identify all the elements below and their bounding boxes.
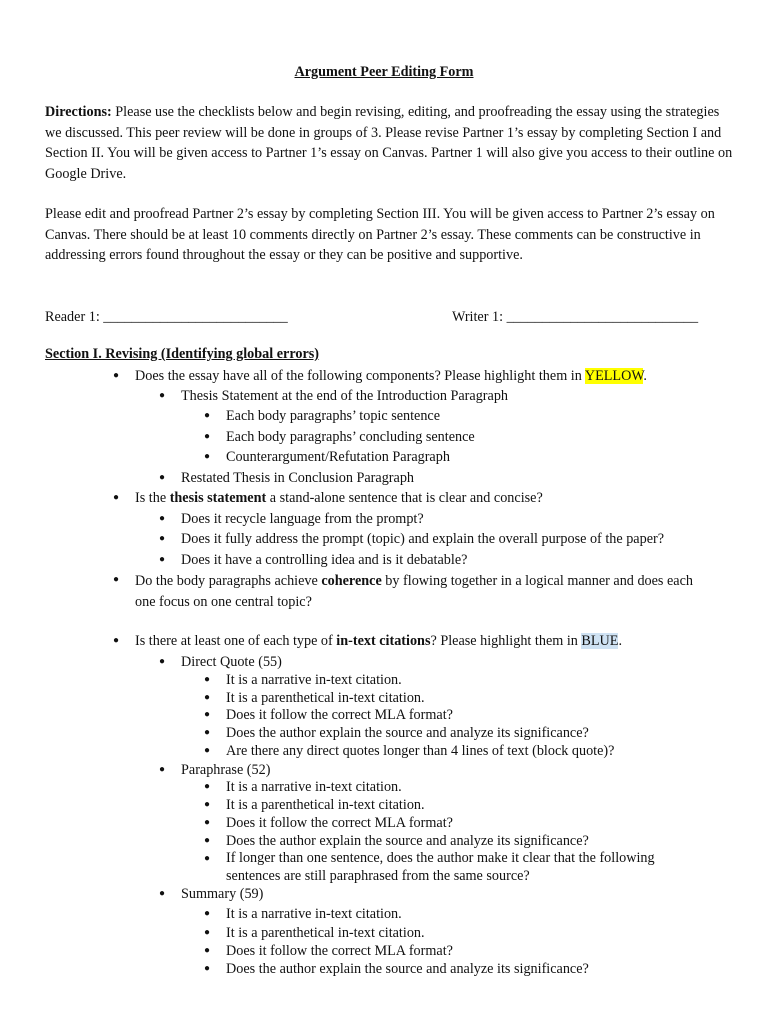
bullet: ● (204, 674, 211, 685)
bullet: ● (204, 709, 211, 720)
bullet: ● (204, 410, 211, 421)
bullet: ● (204, 799, 211, 810)
list-item: ● Does the essay have all of the following components? Please highlight them in YELLOW. (113, 368, 647, 384)
list-item: ● Paraphrase (52) (159, 762, 271, 778)
bullet: ● (204, 727, 211, 738)
bullet: ● (159, 888, 166, 899)
bullet: ● (159, 390, 166, 401)
bullet: ● (204, 945, 211, 956)
bullet: ● (204, 431, 211, 442)
bullet: ● (159, 656, 166, 667)
list-item: ● Does the author explain the source and analyze its significance? (204, 961, 589, 977)
list-item: ● It is a parenthetical in-text citation. (204, 797, 425, 813)
bullet: ● (204, 781, 211, 792)
list-item: ● It is a narrative in-text citation. (204, 779, 402, 795)
list-item: ● Is the thesis statement a stand-alone sentence that is clear and concise? (113, 490, 543, 506)
list-item: ● Each body paragraphs’ concluding sentence (204, 429, 475, 445)
bullet: ● (113, 370, 120, 381)
list-item: ● Thesis Statement at the end of the Introduction Paragraph (159, 388, 509, 404)
list-item: ● Is there at least one of each type of in-text citations? Please highlight them in BLUE. (113, 633, 622, 649)
list-item: ● Do the body paragraphs achieve coherence by flowing together in a logical manner and does each one focus on one central topic? (113, 573, 693, 610)
bullet: ● (113, 574, 120, 585)
bullet: ● (113, 635, 120, 646)
list-item: ● Restated Thesis in Conclusion Paragraph (159, 470, 415, 486)
list-item: ● Does the author explain the source and analyze its significance? (204, 725, 589, 741)
reader-signature-line: Reader 1: __________________________ (45, 309, 288, 325)
bullet: ● (113, 492, 120, 503)
list-item: ● Does it recycle language from the prompt? (159, 511, 424, 527)
list-item: ● Does it fully address the prompt (topic) and explain the overall purpose of the paper? (159, 531, 665, 547)
page-title: Argument Peer Editing Form (294, 64, 474, 80)
list-item: ● Does it follow the correct MLA format? (204, 943, 453, 959)
section-1-heading: Section I. Revising (Identifying global errors) (45, 346, 320, 362)
bullet: ● (159, 533, 166, 544)
directions-paragraph (45, 102, 735, 184)
list-item: ● It is a parenthetical in-text citation. (204, 925, 425, 941)
list-item: ● Are there any direct quotes longer than 4 lines of text (block quote)? (204, 743, 615, 759)
list-item: ● It is a parenthetical in-text citation. (204, 690, 425, 706)
bullet: ● (204, 835, 211, 846)
bullet: ● (204, 963, 211, 974)
bullet: ● (204, 908, 211, 919)
list-item: ● Summary (59) (159, 886, 264, 902)
partner2-paragraph: Please edit and proofread Partner 2’s essay by completing Section III. You will be given access to Partner 2’s essay on Canvas. There should be at least 10 comments directly on Partner 2’s essay. These comments can be constructive in addressing errors found throughout the essay or they can be positive and supportive. (45, 206, 715, 263)
list-item: ● Does the author explain the source and analyze its significance? (204, 833, 589, 849)
list-item: ● Each body paragraphs’ topic sentence (204, 408, 441, 424)
directions-text: Please use the checklists below and begin revising, editing, and proofreading the essay using the strategies we discussed. This peer review will be done in groups of 3. Please revise Partner 1’s essay by completing Section I and Section II. You will be given access to Partner 1’s essay on Canvas. Partner 1 will also give you access to their outline on Google Drive. (45, 104, 733, 182)
bullet: ● (204, 745, 211, 756)
list-item: ● Does it have a controlling idea and is it debatable? (159, 552, 468, 568)
bullet: ● (159, 554, 166, 565)
list-item: ● Does it follow the correct MLA format? (204, 815, 453, 831)
list-item: ● Does it follow the correct MLA format? (204, 707, 453, 723)
bullet: ● (204, 817, 211, 828)
list-item: ● It is a narrative in-text citation. (204, 672, 402, 688)
list-item: ● It is a narrative in-text citation. (204, 906, 402, 922)
bullet: ● (159, 513, 166, 524)
writer-signature-line: Writer 1: ___________________________ (452, 309, 699, 325)
bullet: ● (204, 853, 211, 864)
directions-label: Directions: (45, 104, 112, 120)
bullet: ● (159, 764, 166, 775)
bullet: ● (159, 472, 166, 483)
list-item: ● Direct Quote (55) (159, 654, 282, 670)
blue-highlight: BLUE (581, 633, 619, 649)
yellow-highlight: YELLOW (584, 368, 644, 384)
bullet: ● (204, 451, 211, 462)
list-item: ● If longer than one sentence, does the author make it clear that the following sentences are still paraphrased from the same source? (204, 850, 655, 884)
list-item: ● Counterargument/Refutation Paragraph (204, 449, 450, 465)
bullet: ● (204, 692, 211, 703)
bullet: ● (204, 927, 211, 938)
